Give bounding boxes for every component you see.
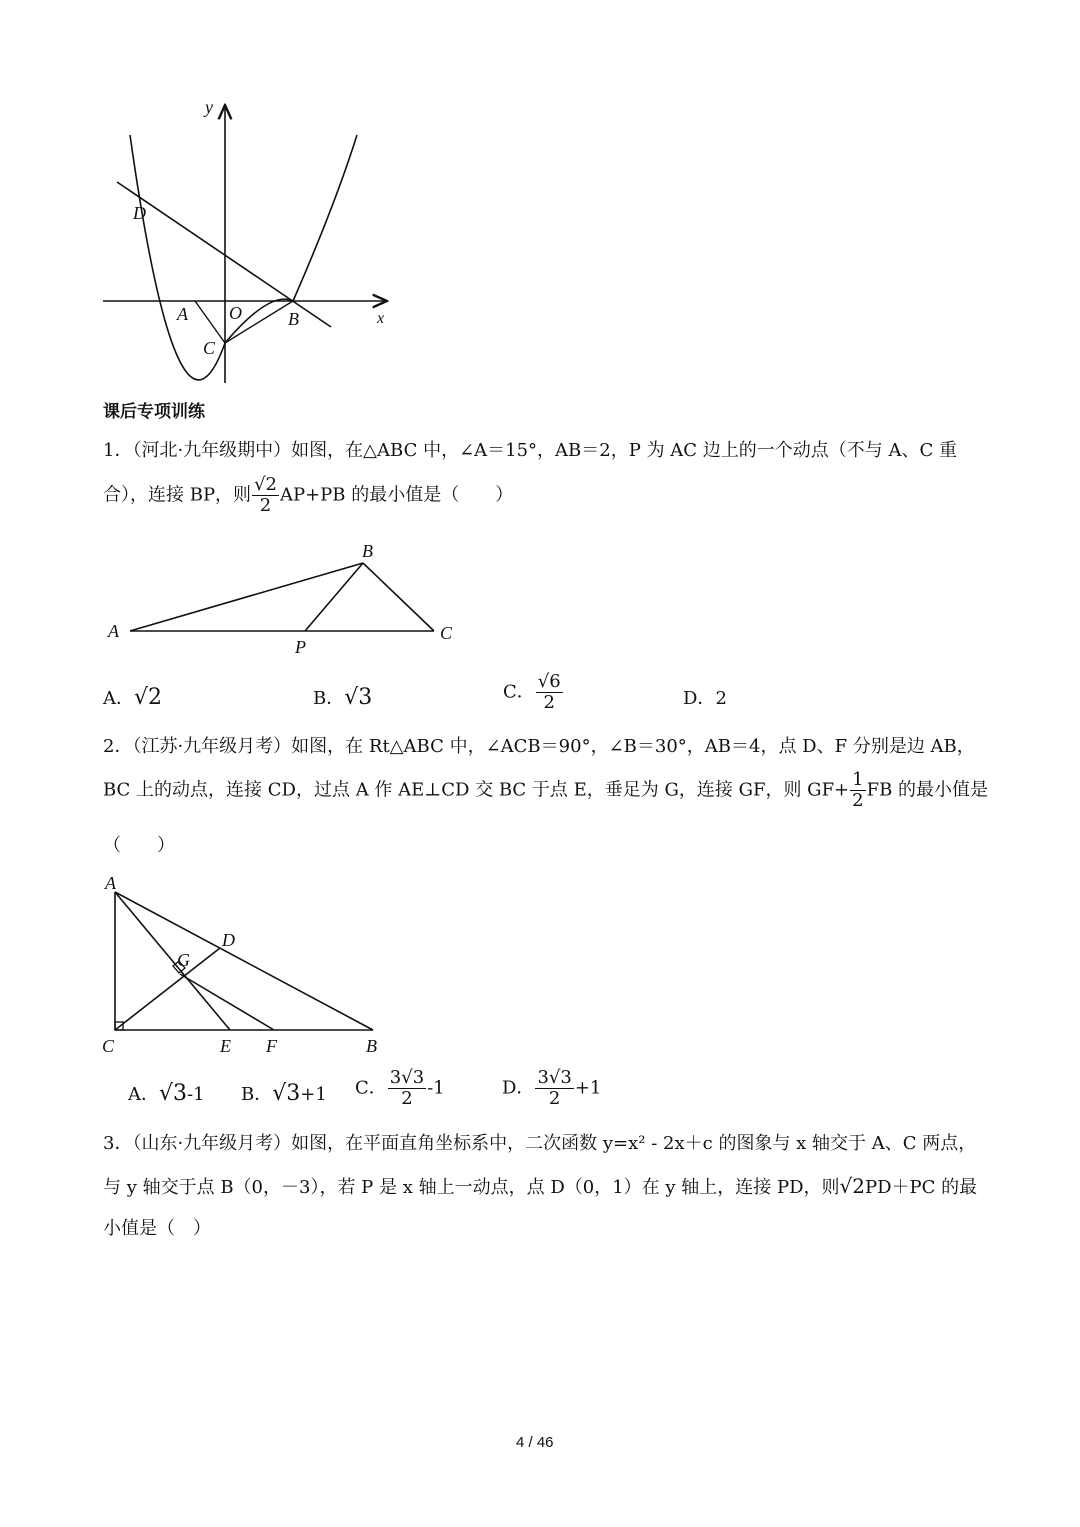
section-title: 课后专项训练 xyxy=(103,402,205,422)
q2-line1: 2．（江苏·九年级月考）如图，在 Rt△ABC 中，∠ACB＝90°，∠B＝30°，AB＝4，点 D、F 分别是边 AB， xyxy=(103,736,975,757)
q1-option-d[interactable]: D．2 xyxy=(683,688,727,709)
q2-option-b[interactable]: B．√3+1 xyxy=(241,1081,327,1106)
q1-line1: 1．（河北·九年级期中）如图，在△ABC 中，∠A＝15°，AB＝2，P 为 AC 边上的一个动点（不与 A、C 重 xyxy=(103,440,957,461)
parabola-curve xyxy=(130,135,357,380)
tri-point-p: P xyxy=(295,637,306,657)
q3-line2 xyxy=(103,1172,977,1202)
parabola-figure xyxy=(95,95,395,390)
q2-option-d[interactable]: D． $\frac{3√3}{2}$ +1 xyxy=(502,1067,602,1109)
segment-bp xyxy=(305,563,363,631)
segment-bc xyxy=(363,563,434,631)
q1-line2 xyxy=(103,475,513,516)
q2-fraction: $\frac{1}{2}$ xyxy=(852,769,864,811)
q2-line2 xyxy=(103,770,988,811)
point-d-label: D xyxy=(133,203,146,223)
q2-line3: （ ） xyxy=(103,835,175,856)
q1-fraction: $\frac{√2}{2}$ xyxy=(254,474,277,516)
segment-ae xyxy=(115,892,230,1030)
point-a-label: A xyxy=(177,304,188,324)
rt-point-b: B xyxy=(366,1036,377,1056)
q3-line3: 小值是（ ） xyxy=(103,1218,211,1239)
q2-line2-post: FB 的最小值是 xyxy=(866,779,989,801)
point-o-label: O xyxy=(229,303,242,323)
right-triangle-figure xyxy=(100,870,400,1060)
q3-line2-pre: 与 y 轴交于点 B（0，－3），若 P 是 x 轴上一动点，点 D（0，1）在 y 轴上，连接 PD，则 xyxy=(103,1177,840,1198)
y-axis-label: y xyxy=(205,97,213,117)
segment-gf xyxy=(180,974,274,1030)
q2-option-c[interactable]: C． $\frac{3√3}{2}$ -1 xyxy=(355,1067,445,1109)
q1-option-c[interactable]: C． $\frac{√6}{2}$ xyxy=(503,671,561,713)
q1-option-b[interactable]: B．√3 xyxy=(313,685,373,710)
rt-point-e: E xyxy=(220,1036,231,1056)
rt-point-g: G xyxy=(177,950,190,970)
q2-option-a[interactable]: A．√3-1 xyxy=(128,1081,205,1106)
point-b-label: B xyxy=(288,309,299,329)
q1-option-a[interactable]: A．√2 xyxy=(103,685,163,710)
rt-point-d: D xyxy=(222,930,235,950)
q3-line2-post: PD＋PC 的最 xyxy=(865,1177,978,1198)
rt-point-f: F xyxy=(266,1036,277,1056)
triangle-abc-figure xyxy=(100,535,470,660)
page-number: 4 / 46 xyxy=(516,1434,554,1451)
tri-point-b: B xyxy=(362,541,373,561)
rt-point-a: A xyxy=(105,873,116,893)
segment-ab xyxy=(130,563,363,631)
tri-point-a: A xyxy=(108,621,119,641)
x-axis-label: x xyxy=(377,310,385,327)
q3-line1: 3．（山东·九年级月考）如图，在平面直角坐标系中，二次函数 y=x² - 2x＋c 的图象与 x 轴交于 A、C 两点， xyxy=(103,1133,977,1154)
point-c-label: C xyxy=(203,338,216,358)
q2-line2-pre: BC 上的动点，连接 CD，过点 A 作 AE⊥CD 交 BC 于点 E，垂足为 G，连接 GF，则 GF+ xyxy=(103,779,850,801)
q3-sqrt: √2 xyxy=(839,1174,866,1198)
rt-point-c: C xyxy=(102,1036,115,1056)
q1-line2-pre: 合），连接 BP，则 xyxy=(103,484,252,506)
segment-ac xyxy=(195,301,225,343)
tri-point-c: C xyxy=(440,623,453,643)
segment-ab xyxy=(115,892,373,1030)
q1-line2-post: AP+PB 的最小值是（ ） xyxy=(279,484,514,506)
